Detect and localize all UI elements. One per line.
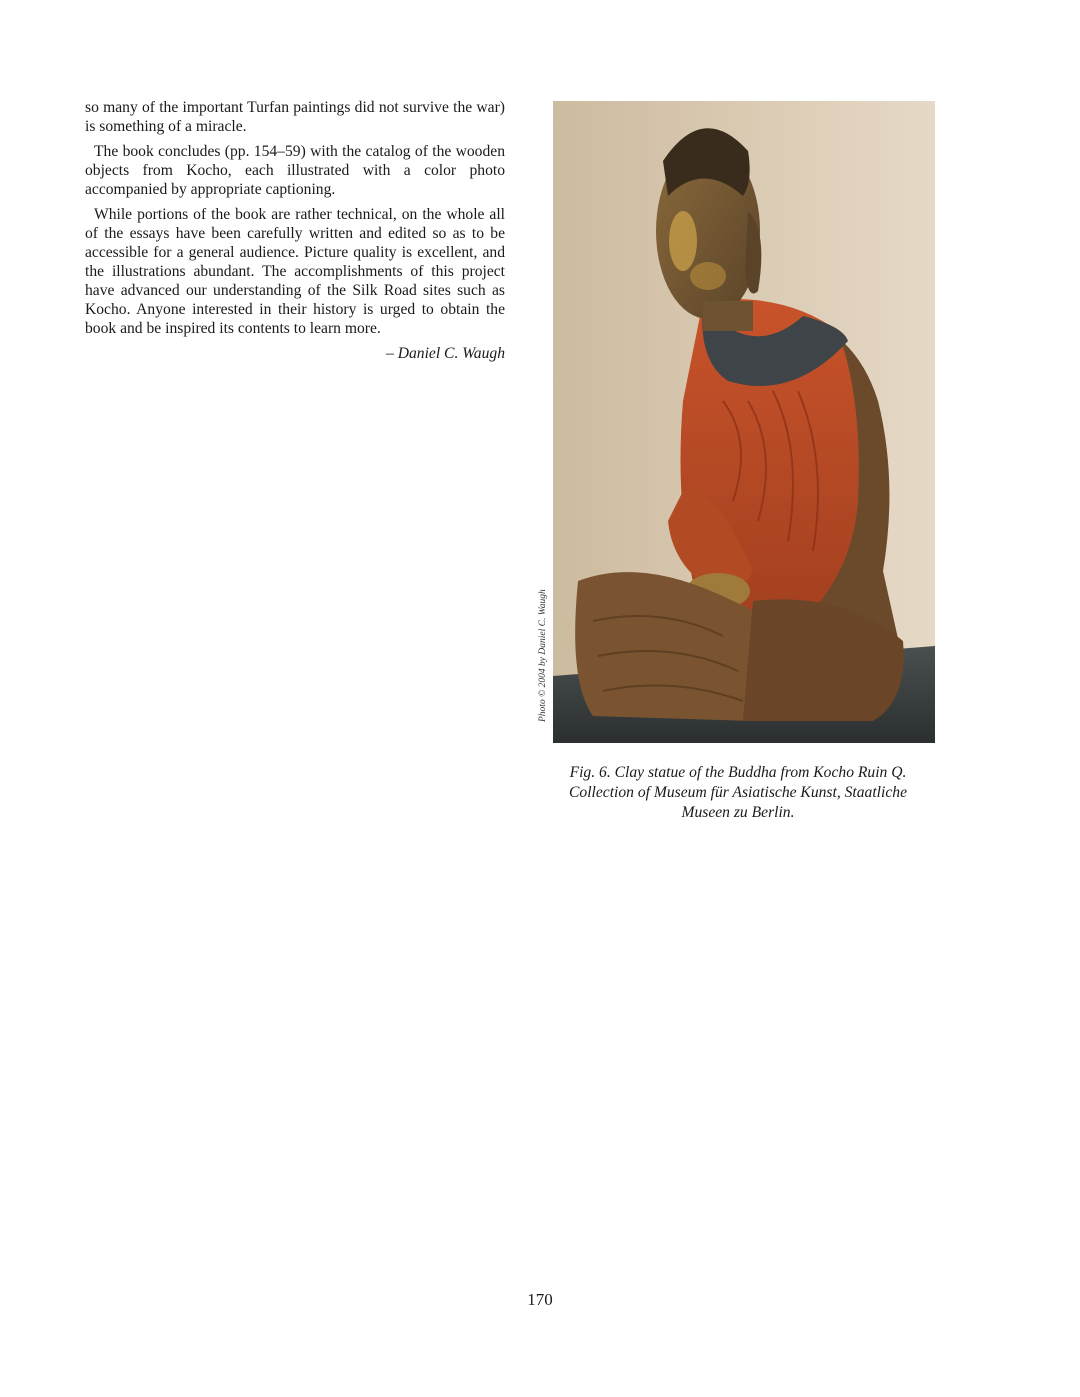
buddha-statue-photo <box>553 101 935 743</box>
author-signature: – Daniel C. Waugh <box>386 345 505 362</box>
paragraph-conclusion: While portions of the book are rather technical, on the whole all of the essays have been carefully written and edited so as to be accessible for a general audience. Picture quality is excellent, and the illustrations abundant. The accomplishments of this project have advanced our understanding of the Silk Road sites such as Kocho. Anyone interested in their history is urged to obtain the book and be inspired its contents to learn more. <box>85 206 505 337</box>
paragraph-continuation: so many of the important Turfan paintings did not survive the war) is something of a miracle. <box>85 99 505 135</box>
paragraph-catalog: The book concludes (pp. 154–59) with the catalog of the wooden objects from Kocho, each illustrated with a color photo accompanied by appropriate captioning. <box>85 143 505 198</box>
photo-credit: Photo © 2004 by Daniel C. Waugh <box>538 589 548 722</box>
article-body <box>85 98 505 363</box>
figure-caption: Fig. 6. Clay statue of the Buddha from Kocho Ruin Q. Collection of Museum für Asiatische Kunst, Staatliche Museen zu Berlin. <box>569 764 907 821</box>
page-number: 170 <box>527 1290 553 1309</box>
